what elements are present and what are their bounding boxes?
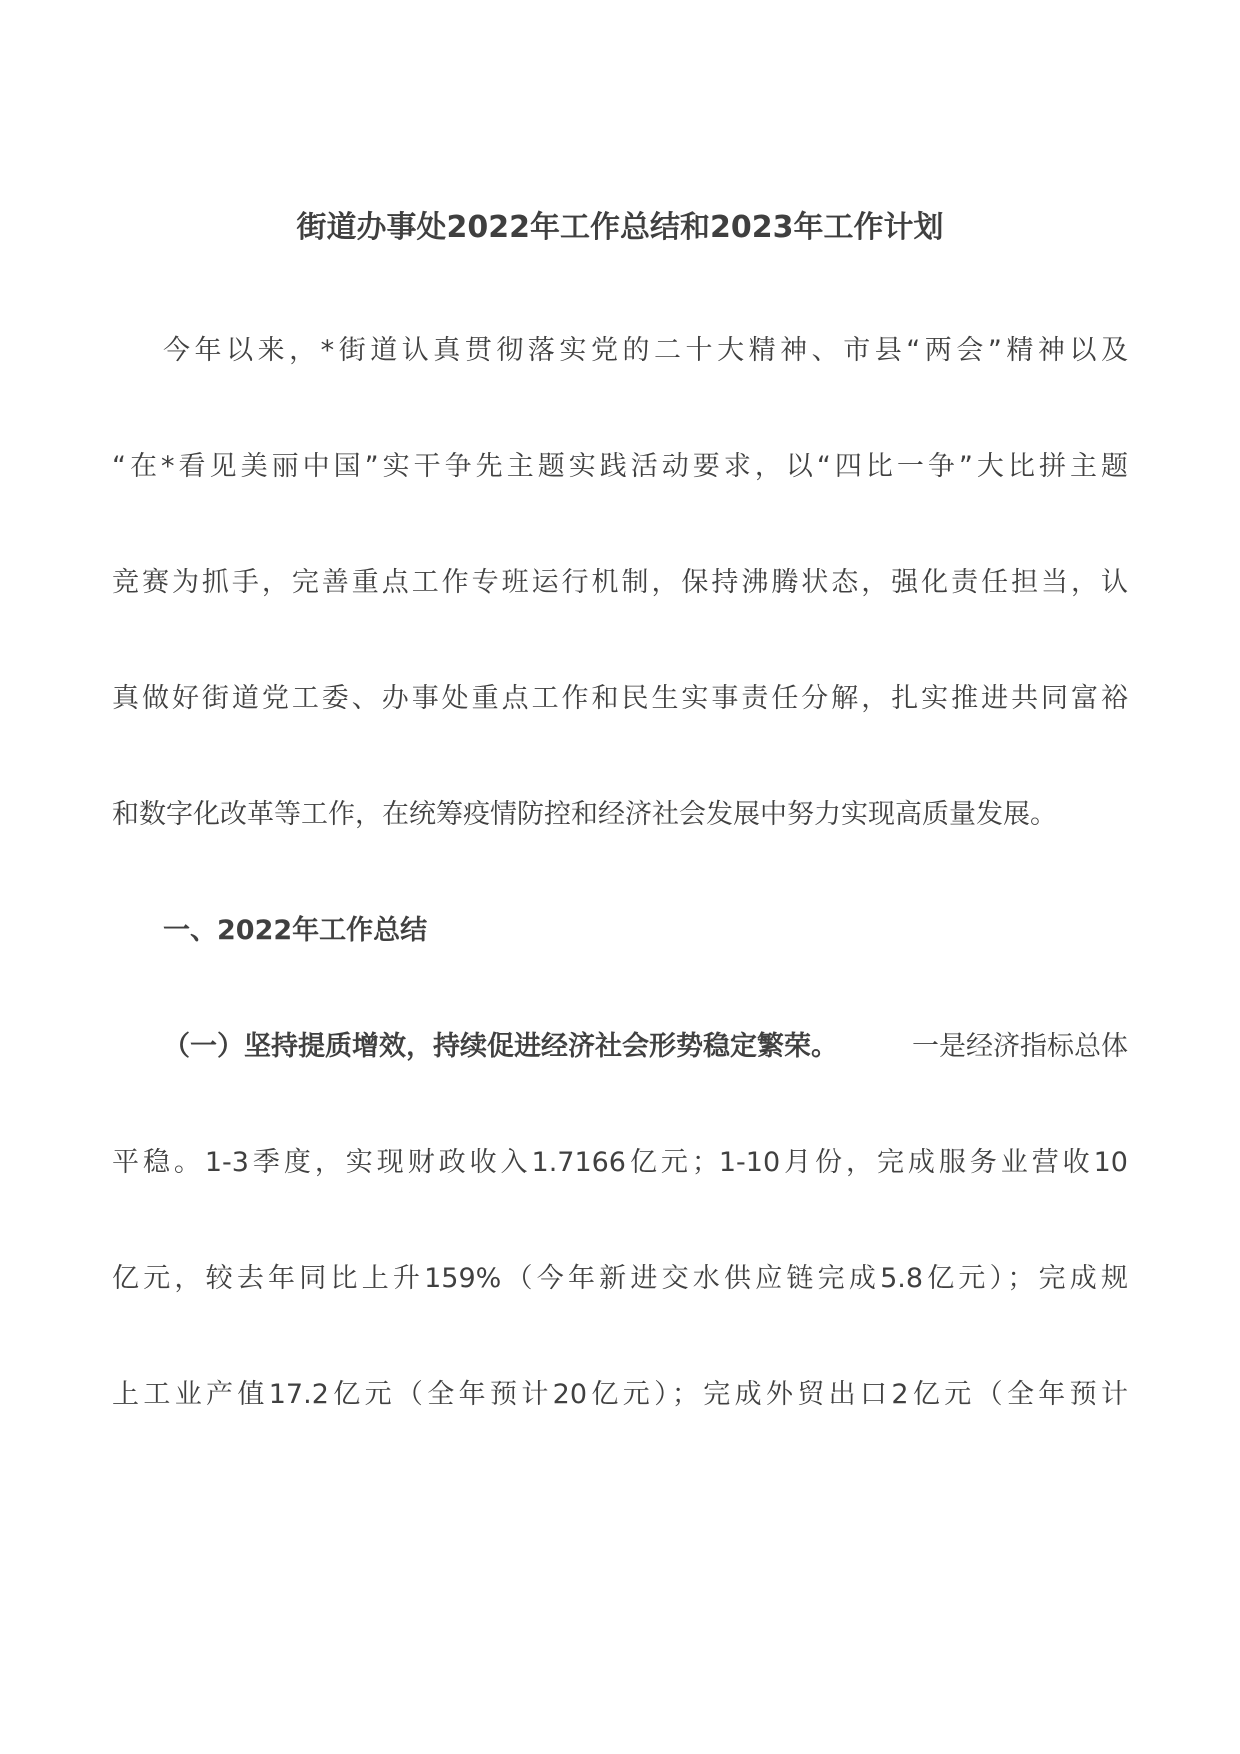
subsection-line-3: 亿元，较去年同比上升159%（今年新进交水供应链完成5.8亿元）；完成规 [112, 1263, 1128, 1294]
intro-line-4: 真做好街道党工委、办事处重点工作和民生实事责任分解，扎实推进共同富裕 [112, 683, 1128, 714]
subsection-line-4: 上工业产值17.2亿元（全年预计20亿元）；完成外贸出口2亿元（全年预计 [112, 1379, 1128, 1410]
section-heading: 一、2022年工作总结 [163, 915, 428, 946]
subsection-line-2: 平稳。1-3季度，实现财政收入1.7166亿元；1-10月份，完成服务业营收10 [112, 1147, 1128, 1178]
document-title: 街道办事处2022年工作总结和2023年工作计划 [296, 210, 944, 245]
intro-line-1: 今年以来，*街道认真贯彻落实党的二十大精神、市县“两会”精神以及 [163, 335, 1128, 366]
intro-line-2: “在*看见美丽中国”实干争先主题实践活动要求，以“四比一争”大比拼主题 [112, 451, 1128, 482]
intro-line-5: 和数字化改革等工作，在统筹疫情防控和经济社会发展中努力实现高质量发展。 [112, 799, 1057, 830]
subsection-first-line [163, 1027, 1128, 1067]
intro-line-3: 竞赛为抓手，完善重点工作专班运行机制，保持沸腾状态，强化责任担当，认 [112, 567, 1128, 598]
subsection-bold-lead: （一）坚持提质增效，持续促进经济社会形势稳定繁荣。 [163, 1031, 838, 1062]
subsection-lead-rest: 一是经济指标总体 [912, 1031, 1128, 1062]
